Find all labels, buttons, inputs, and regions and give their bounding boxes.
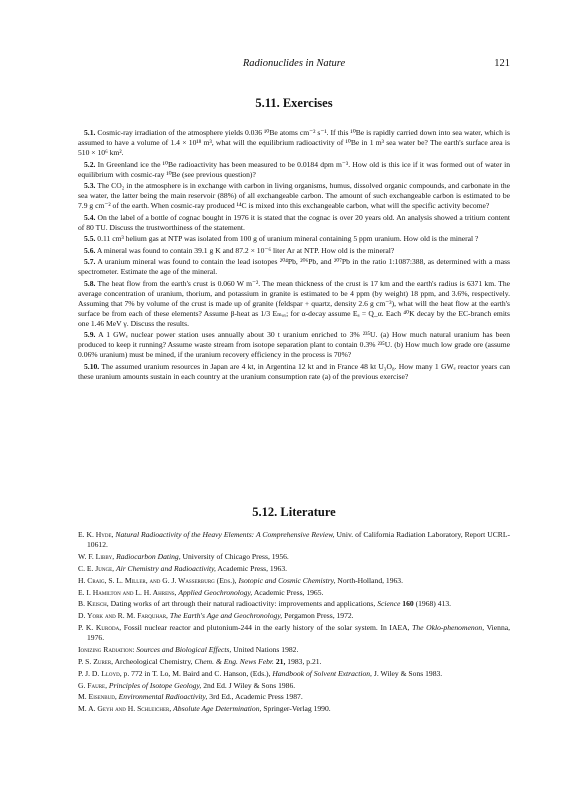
literature-list (78, 530, 510, 716)
literature-heading: 5.12. Literature (252, 505, 336, 519)
reference-author: Ionizing Radiation: (78, 645, 135, 655)
reference-item (78, 669, 510, 679)
reference-author: E. I. Hamilton and L. H. Ahrens, (78, 587, 177, 597)
reference-item (78, 657, 510, 667)
reference-title: Isotopic and Cosmic Chemistry, (238, 575, 336, 585)
exercise-number: 5.5. (84, 234, 96, 243)
exercise-item (78, 279, 510, 329)
reference-author: E. K. Hyde, (78, 530, 114, 539)
reference-item (78, 692, 510, 702)
reference-author: P. K. Kuroda, (78, 622, 122, 632)
exercise-item (78, 330, 510, 360)
reference-publisher: Springer-Verlag 1990. (263, 704, 331, 714)
reference-publisher: Academic Press, 1965. (253, 587, 324, 597)
reference-title: Science (377, 599, 401, 609)
reference-description: Fossil nuclear reactor and plutonium-244 in the early history of the solar system. In IAEA, (123, 622, 410, 632)
reference-author: B. Keisch, (78, 599, 109, 609)
page-number: 121 (494, 58, 510, 69)
reference-item (78, 681, 510, 691)
exercise-number: 5.9. (84, 330, 96, 339)
exercise-item (78, 128, 510, 158)
exercise-text: 0.11 cm³ helium gas at NTP was isolated from 100 g of uranium mineral containing 5 ppm uranium. How old is the mineral ? (97, 234, 479, 243)
reference-publisher: 3rd Ed., Academic Press 1987. (209, 692, 303, 702)
reference-title: Air Chemistry and Radioactivity, (115, 564, 216, 573)
reference-description: Archeological Chemistry, (114, 656, 193, 666)
exercise-item (78, 213, 510, 233)
reference-description: Dating works of art through their natural radioactivity: improvements and applications, (110, 599, 376, 609)
reference-item (78, 704, 510, 714)
reference-title: Chem. & Eng. News Febr. (194, 656, 274, 666)
exercise-item (78, 181, 510, 211)
reference-publisher: 1983, p.21. (287, 656, 322, 666)
reference-item (78, 576, 510, 586)
reference-author: M. Eisenbud, (78, 692, 117, 702)
reference-publisher: Vienna, 1976. (87, 622, 511, 643)
reference-volume: 21, (275, 656, 286, 666)
exercise-number: 5.4. (84, 212, 96, 222)
reference-publisher: Univ. of California Radiation Laboratory, Report UCRL-10612. (87, 530, 511, 550)
exercise-item (78, 246, 510, 256)
running-title: Radionuclides in Nature (242, 58, 346, 69)
reference-item (78, 530, 510, 551)
reference-author: W. F. Libby, (78, 552, 115, 562)
reference-item (78, 552, 510, 562)
reference-publisher: North-Holland, 1963. (337, 575, 403, 585)
exercise-number: 5.7. (84, 257, 96, 266)
exercise-text: The heat flow from the earth's crust is 0.060 W m⁻². The mean thickness of the crust is 17 km and the earth's radius is 6371 km. The average concentration of uranium, thorium, and potassium in granite is estimated to be 4 ppm (by weight) 18 ppm, and 3.6%, respectively. Assuming that 7% by volume of the crust is made up of granite (feldspar + quartz, density 2.6 g cm⁻³), what will the heat flow at the earth's surface be from each of these elements? Assume β-heat as 1/3 Eₘₐₓ; for α-decay assume Eₐ = Q_α. Each ⁴⁰K decay by the EC-branch emits one 1.46 MeV γ. Discuss the results. (78, 278, 510, 328)
exercise-text: In Greenland ice the ¹⁰Be radioactivity has been measured to be 0.0184 dpm m⁻³. How old is this ice if it was formed out of water in equilibrium with cosmic-ray ¹⁰Be (see previous question)? (78, 159, 510, 179)
exercise-text: The assumed uranium resources in Japan are 4 kt, in Argentina 12 kt and in France 48 kt U₃O₈. How many 1 GWₑ reactor years can these uranium amounts sustain in each country at the uranium consumption rate (a) of the previous exercise? (78, 361, 511, 381)
exercise-number: 5.1. (84, 128, 96, 137)
exercise-number: 5.6. (84, 245, 96, 255)
reference-item (78, 623, 510, 644)
reference-title: Environmental Radioactivity, (118, 692, 208, 702)
exercise-text: A 1 GWₑ nuclear power station uses annually about 30 t uranium enriched to 3% ²³⁵U. (a) How much natural uranium has been produced to keep it running? Assume waste stream from isotope separation plant to contain 0.3% ²³⁵U. (b) How much low grade ore (assume 0.06% uranium) must be mined, if the uranium recovery efficiency in the process is 70%? (78, 330, 510, 359)
reference-volume: 160 (402, 599, 414, 609)
reference-item (78, 645, 510, 655)
exercise-number: 5.8. (84, 278, 96, 288)
exercise-text: A uranium mineral was found to contain the lead isotopes ²⁰⁴Pb, ²⁰⁶Pb, and ²⁰⁷Pb in the ratio 1:1087:388, as determined with a mass spectrometer. Estimate the age of the mineral. (78, 257, 510, 276)
exercises-list (78, 128, 510, 383)
reference-author: P. J. D. Lloyd, (78, 668, 122, 678)
reference-item (78, 611, 510, 621)
exercise-text: A mineral was found to contain 39.1 g K and 87.2 × 10⁻⁶ liter Ar at NTP. How old is the mineral? (96, 245, 395, 255)
reference-title: Principles of Isotope Geology, (108, 680, 202, 690)
exercise-item (78, 257, 510, 277)
reference-title: Radiocarbon Dating, (116, 552, 181, 562)
reference-author: C. E. Junge, (78, 564, 115, 573)
exercises-heading: 5.11. Exercises (255, 96, 333, 110)
reference-publisher: University of Chicago Press, 1956. (182, 552, 289, 562)
reference-item (78, 564, 510, 574)
reference-description: p. 772 in T. Lo, M. Baird and C. Hanson, (Eds.), (123, 668, 271, 678)
reference-title: Applied Geochronology, (178, 587, 253, 597)
exercise-number: 5.10. (84, 361, 100, 371)
reference-title: Sources and Biological Effects, (136, 645, 232, 655)
reference-author: H. Craig, S. L. Miller, and G. J. Wasserburg (Eds.), (78, 575, 237, 585)
reference-publisher: 2nd Ed. J Wiley & Sons 1986. (203, 680, 296, 690)
reference-publisher: Pergamon Press, 1972. (284, 611, 354, 621)
reference-publisher: (1968) 413. (415, 599, 452, 609)
reference-item (78, 599, 510, 609)
exercise-text: Cosmic-ray irradiation of the atmosphere yields 0.036 ¹⁰Be atoms cm⁻² s⁻¹. If this ¹⁰Be is rapidly carried down into sea water, which is assumed to have a volume of 1.4 × 10¹⁸ m³, what will the equilibrium radioactivity of ¹⁰Be in 1 m³ sea water be? The earth's surface area is 510 × 10⁶ km². (78, 128, 510, 157)
exercise-text: On the label of a bottle of cognac bought in 1976 it is stated that the cognac is over 20 years old. An analysis showed a tritium content of 80 TU. Discuss the trustworthiness of the statement. (78, 212, 510, 232)
exercise-text: The CO₂ in the atmosphere is in exchange with carbon in living organisms, humus, dissolved organic compounds, and carbonate in the sea water, the latter being the main reservoir (88%) of all exchangeable carbon. The amount of such exchangeable carbon is estimated to be 7.9 g cm⁻² of the earth. When cosmic-ray produced ¹⁴C is mixed into this exchangeable carbon, what will the specific activity become? (78, 181, 510, 210)
reference-title: The Earth's Age and Geochronology, (169, 611, 283, 621)
reference-publisher: Academic Press, 1963. (217, 564, 288, 573)
reference-publisher: J. Wiley & Sons 1983. (373, 668, 443, 678)
exercise-item (78, 234, 510, 244)
reference-author: G. Faure, (78, 680, 108, 690)
reference-publisher: United Nations 1982. (233, 645, 299, 655)
reference-author: D. York and R. M. Farquhar, (78, 611, 168, 621)
exercise-item (78, 160, 510, 180)
reference-title: Natural Radioactivity of the Heavy Elements: A Comprehensive Review, (115, 530, 335, 539)
reference-title: Handbook of Solvent Extraction, (272, 668, 372, 678)
reference-item (78, 588, 510, 598)
exercise-item (78, 362, 510, 382)
reference-author: M. A. Geyh and H. Schleicher, (78, 704, 172, 714)
running-head (78, 58, 510, 72)
exercise-number: 5.2. (84, 159, 96, 169)
exercise-number: 5.3. (84, 181, 96, 190)
reference-title: The Oklo-phenomenon, (412, 622, 485, 632)
reference-author: P. S. Zurer, (78, 656, 114, 666)
reference-title: Absolute Age Determination, (173, 704, 262, 714)
